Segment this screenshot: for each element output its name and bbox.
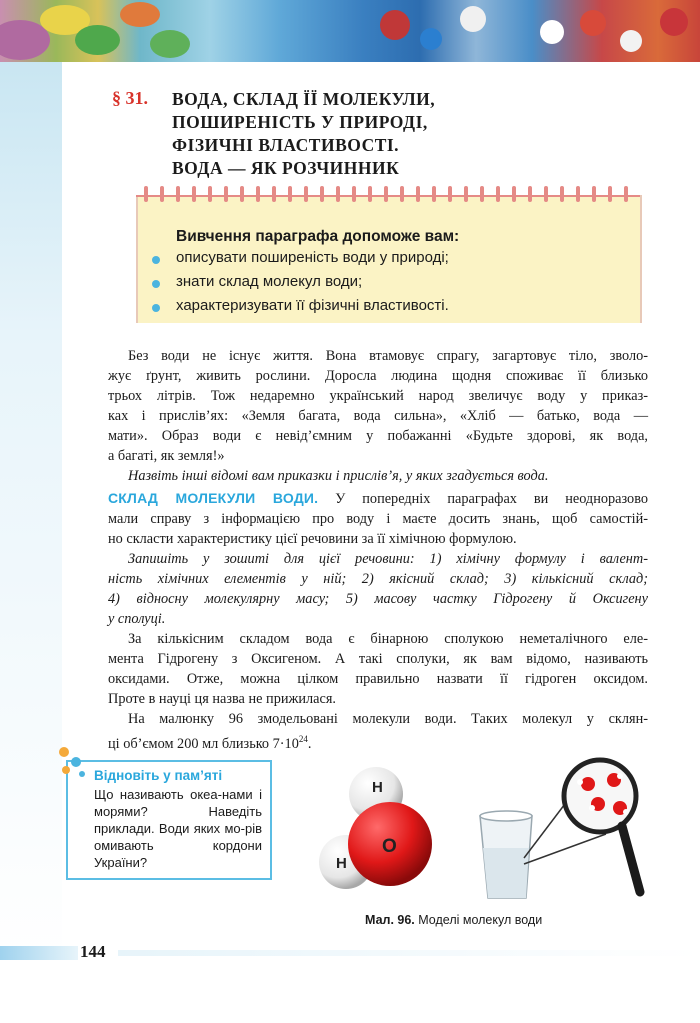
footer-bar xyxy=(0,946,78,960)
bubbles-icon xyxy=(56,744,96,784)
recall-text: Що називають океа-нами і морями? Наведіть приклади. Води яких мо-рів омивають кордони України? xyxy=(94,787,262,870)
text-line: а багаті, як земля!» xyxy=(108,448,225,464)
magnifier-handle xyxy=(622,826,640,892)
o-label: O xyxy=(382,836,397,857)
goals-heading: Вивчення параграфа допоможе вам: xyxy=(176,228,460,245)
text-line: трьох літрів. Тож недаремно український народ звеличує воду у приказ- xyxy=(108,388,648,404)
goal-item: описувати поширеність води у природі; xyxy=(176,249,449,266)
title-line: ВОДА — ЯК РОЗЧИННИК xyxy=(172,158,400,178)
page-number: 144 xyxy=(80,942,106,961)
h2-label: H xyxy=(336,855,347,872)
task-line: Запишіть у зошиті для цієї речовини: 1) хімічну формулу і валент- xyxy=(128,551,648,567)
title-line: ВОДА, СКЛАД ЇЇ МОЛЕКУЛИ, xyxy=(172,89,436,109)
glass-magnifier-illustration xyxy=(474,752,674,912)
title-line: ФІЗИЧНІ ВЛАСТИВОСТІ. xyxy=(172,135,400,155)
text-line: жує ґрунт, живить рослини. Доросла людина щодня споживає її близько xyxy=(108,368,648,384)
text-fragment: ці об’ємом 200 мл близько 7·10 xyxy=(108,735,299,752)
text-fragment: . xyxy=(307,735,312,752)
intro-task: Назвіть інші відомі вам приказки і прислів’я, у яких згадується вода. xyxy=(128,468,549,484)
text-line: ках і прислів’ях: «Земля багата, вода сильна», «Хліб — батько, вода — xyxy=(108,408,648,424)
text-line: мента Гідрогену з Оксигеном. А такі сполуки, як вам відомо, називають xyxy=(108,651,648,667)
composition-heading: СКЛАД МОЛЕКУЛИ ВОДИ. xyxy=(108,490,319,506)
text-line xyxy=(108,488,648,509)
text-line: мати». Образ води є невід’ємним у побажанні «Будьте здорові, як вода, xyxy=(108,428,648,444)
footer-line xyxy=(118,950,700,956)
section-title xyxy=(172,88,435,180)
text-line xyxy=(108,729,648,754)
caption-label: Мал. 96. xyxy=(365,913,415,927)
left-margin-strip xyxy=(0,62,62,962)
text-line: Проте в науці ця назва не прижилася. xyxy=(108,691,336,707)
text-line: Без води не існує життя. Вона втамовує спрагу, загартовує тіло, зволо- xyxy=(128,348,648,364)
exponent: 24 xyxy=(298,734,308,744)
title-line: ПОШИРЕНІСТЬ У ПРИРОДІ, xyxy=(172,112,428,132)
text-line: На малюнку 96 змодельовані молекули води. Таких молекул у склян- xyxy=(128,711,648,727)
text-line: мали справу з інформацією про воду і маєте досить знань, щоб самостій- xyxy=(108,511,648,527)
bullet-icon xyxy=(152,256,160,264)
bullet-icon xyxy=(152,304,160,312)
text-line: оксидами. Отже, можна цілком правильно назвати її гідроген оксидом. xyxy=(108,671,648,687)
intro-paragraph xyxy=(108,346,648,486)
magnifier-lens xyxy=(564,760,636,832)
goal-item: знати склад молекул води; xyxy=(176,273,363,290)
text-line: У попередніх параграфах ви неодноразово xyxy=(335,491,649,507)
h1-label: H xyxy=(372,779,383,796)
recall-heading: Відновіть у пам’яті xyxy=(94,768,223,783)
header-banner-image xyxy=(0,0,700,62)
caption-text: Моделі молекул води xyxy=(414,913,543,927)
water-molecule-model xyxy=(312,766,452,906)
text-line: За кількісним складом вода є бінарною сполукою неметалічного еле- xyxy=(128,631,648,647)
bullet-icon xyxy=(152,280,160,288)
task-line: ність хімічних елементів у ній; 2) якісний склад; 3) кількісний склад; xyxy=(108,571,648,587)
figure-caption xyxy=(365,913,542,927)
goal-item: характеризувати її фізичні властивості. xyxy=(176,297,449,314)
section-number: § 31. xyxy=(112,88,148,108)
notepad-spiral-icon xyxy=(136,186,640,206)
text-line: но скласти характеристику цієї речовини за її хімічною формулою. xyxy=(108,531,517,547)
composition-section xyxy=(108,488,648,754)
task-line: у сполуці. xyxy=(108,611,166,627)
task-line: 4) відносну молекулярну масу; 5) масову частку Гідрогену й Оксигену xyxy=(108,591,648,607)
